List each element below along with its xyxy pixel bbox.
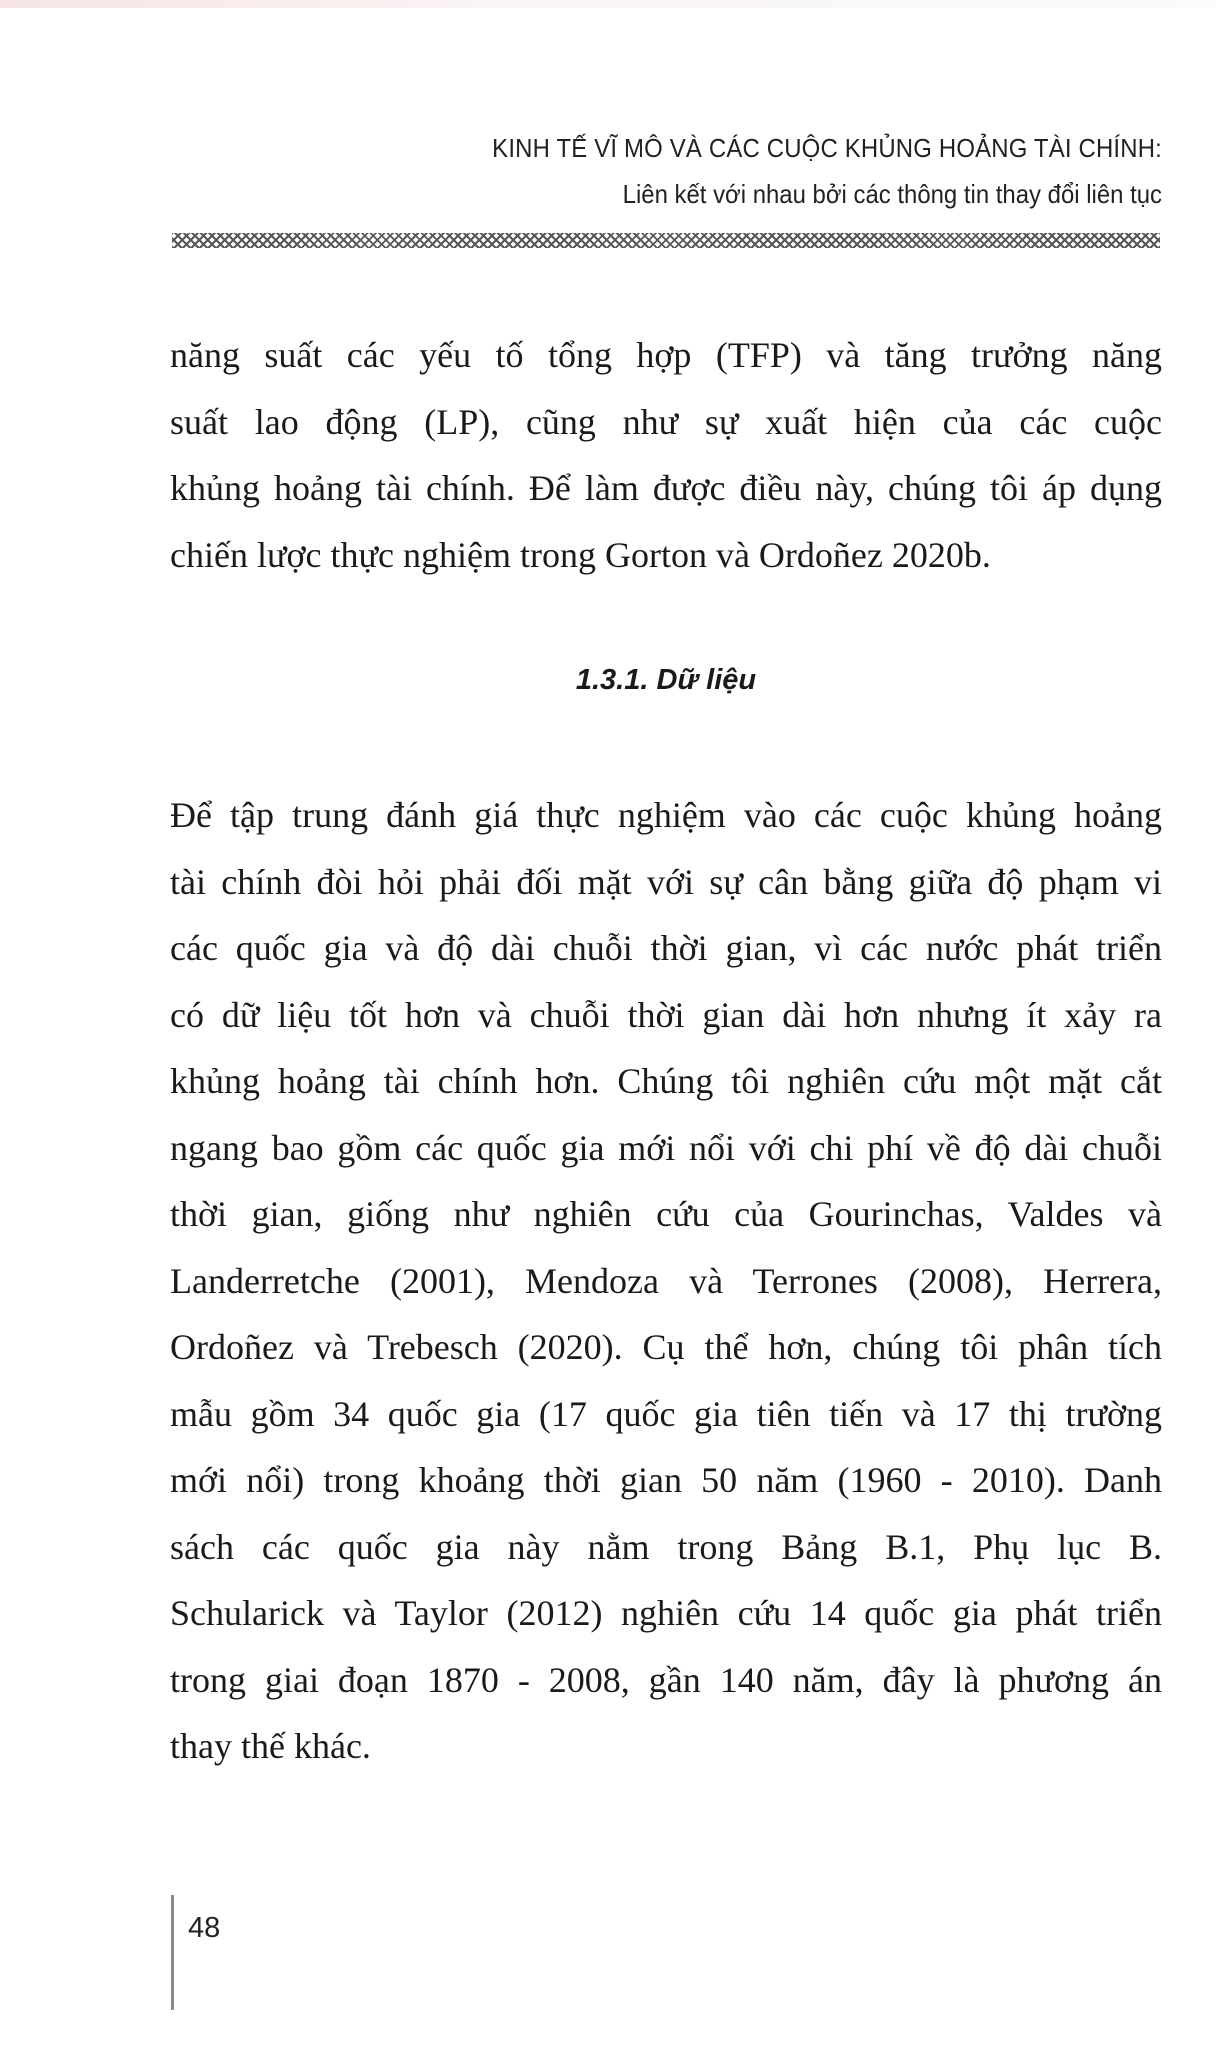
text-line: Để tập trung đánh giá thực nghiệm vào các cuộc khủng hoảng [170, 795, 1162, 835]
text-line: thay thế khác. [170, 1726, 371, 1766]
text-line: mẫu gồm 34 quốc gia (17 quốc gia tiên tiến và 17 thị trường [170, 1393, 1162, 1434]
text-line: năng suất các yếu tố tổng hợp (TFP) và tăng trưởng năng [170, 335, 1162, 375]
page-number-rule [171, 1895, 174, 2010]
text-line: ngang bao gồm các quốc gia mới nổi với chi phí về độ dài chuỗi [170, 1127, 1162, 1168]
text-line: Schularick và Taylor (2012) nghiên cứu 14 quốc gia phát triển [170, 1593, 1162, 1633]
running-header [170, 128, 1162, 214]
running-header-title: KINH TẾ VĨ MÔ VÀ CÁC CUỘC KHỦNG HOẢNG TÀI CHÍNH: [492, 133, 1162, 163]
paragraph-data [170, 782, 1162, 1780]
text-line: Ordoñez và Trebesch (2020). Cụ thể hơn, chúng tôi phân tích [170, 1327, 1162, 1367]
text-line: trong giai đoạn 1870 - 2008, gần 140 năm, đây là phương án [170, 1659, 1162, 1700]
page-number: 48 [188, 1912, 221, 1944]
text-line: thời gian, giống như nghiên cứu của Gourinchas, Valdes và [170, 1194, 1162, 1234]
page-edge-tint [0, 0, 1216, 8]
text-line: các quốc gia và độ dài chuỗi thời gian, vì các nước phát triển [170, 928, 1162, 968]
text-line: khủng hoảng tài chính hơn. Chúng tôi nghiên cứu một mặt cắt [170, 1061, 1162, 1101]
text-line: mới nổi) trong khoảng thời gian 50 năm (1960 - 2010). Danh [170, 1460, 1162, 1500]
text-line: có dữ liệu tốt hơn và chuỗi thời gian dài hơn nhưng ít xảy ra [170, 994, 1162, 1035]
hatched-divider [172, 233, 1160, 248]
text-line: khủng hoảng tài chính. Để làm được điều này, chúng tôi áp dụng [170, 468, 1162, 508]
text-line: suất lao động (LP), cũng như sự xuất hiện của các cuộc [170, 401, 1162, 442]
paragraph-continuation [170, 322, 1162, 588]
text-line: sách các quốc gia này nằm trong Bảng B.1, Phụ lục B. [170, 1526, 1162, 1567]
running-header-subtitle: Liên kết với nhau bởi các thông tin thay đổi liên tục [622, 179, 1162, 209]
text-line: chiến lược thực nghiệm trong Gorton và Ordoñez 2020b. [170, 534, 991, 575]
text-line: Landerretche (2001), Mendoza và Terrones (2008), Herrera, [170, 1260, 1162, 1301]
text-line: tài chính đòi hỏi phải đối mặt với sự cân bằng giữa độ phạm vi [170, 861, 1162, 902]
section-heading: 1.3.1. Dữ liệu [575, 664, 757, 696]
